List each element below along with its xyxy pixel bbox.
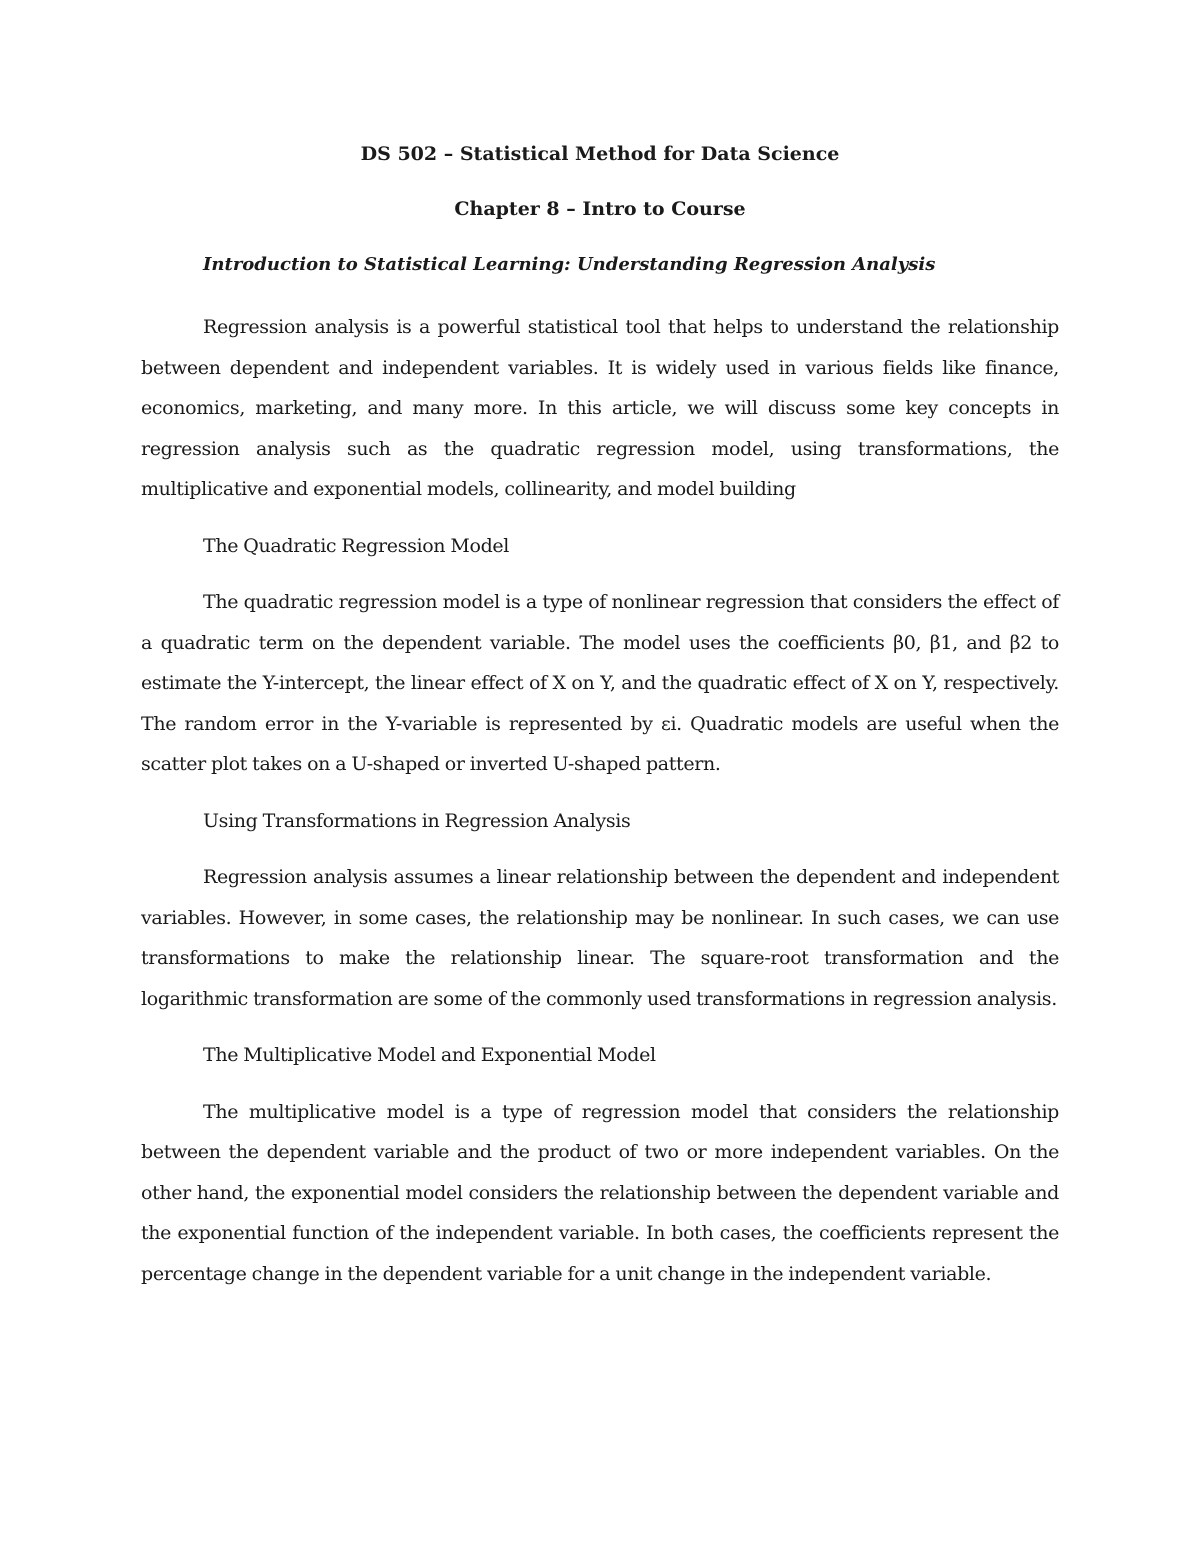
document-title: DS 502 – Statistical Method for Data Science (360, 143, 840, 165)
section-body-transformations: Regression analysis assumes a linear relationship between the dependent and independent variables. However, in some cases, the relationship may be nonlinear. In such cases, we can use transformations to make the relationship linear. The square-root transformation and the logarithmic transformation are some of the commonly used transformations in regression analysis. (141, 866, 1059, 1010)
section-body-quadratic: The quadratic regression model is a type of nonlinear regression that considers the effect of a quadratic term on the dependent variable. The model uses the coefficients β0, β1, and β2 to estimate the Y-intercept, the linear effect of X on Y, and the quadratic effect of X on Y, respectively. The random error in the Y-variable is represented by εi. Quadratic models are useful when the scatter plot takes on a U-shaped or inverted U-shaped pattern. (141, 591, 1059, 775)
intro-heading: Introduction to Statistical Learning: Understanding Regression Analysis (203, 254, 936, 275)
section-body-multiplicative: The multiplicative model is a type of regression model that considers the relationship between the dependent variable and the product of two or more independent variables. On the other hand, the exponential model considers the relationship between the dependent variable and the exponential function of the independent variable. In both cases, the coefficients represent the percentage change in the dependent variable for a unit change in the independent variable. (141, 1100, 1059, 1285)
section-heading-transformations: Using Transformations in Regression Analysis (203, 809, 631, 832)
section-heading-quadratic: The Quadratic Regression Model (203, 534, 510, 557)
document-content (141, 140, 1059, 1310)
section-heading-multiplicative: The Multiplicative Model and Exponential Model (203, 1044, 656, 1066)
intro-paragraph: Regression analysis is a powerful statistical tool that helps to understand the relationship between dependent and independent variables. It is widely used in various fields like finance, economics, marketing, and many more. In this article, we will discuss some key concepts in regression analysis such as the quadratic regression model, using transformations, the multiplicative and exponential models, collinearity, and model building (141, 316, 1059, 500)
chapter-subtitle: Chapter 8 – Intro to Course (454, 198, 746, 220)
